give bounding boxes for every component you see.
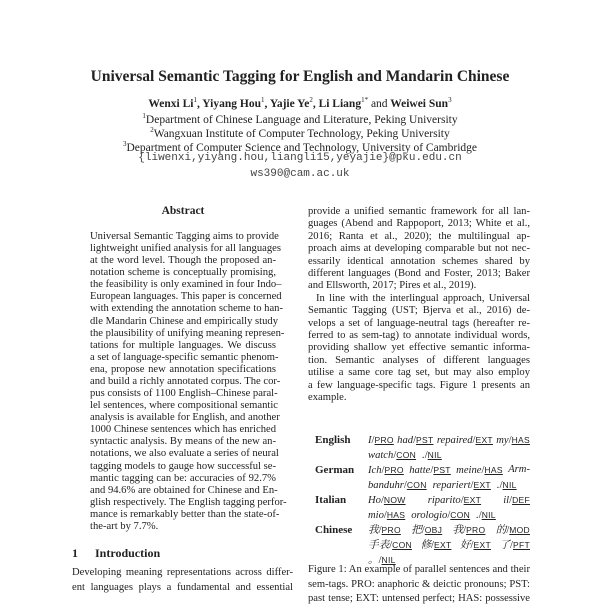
sem-tag: PRO bbox=[384, 465, 404, 475]
tagged-token: 我/PRO bbox=[368, 525, 401, 536]
text-line: the-art by 7.7%. bbox=[90, 520, 159, 532]
tagged-token: riparito/EXT bbox=[427, 495, 482, 506]
text-line: a set of language-specific semantic phenom- bbox=[90, 351, 279, 363]
text-line: with extending the annotation scheme to han- bbox=[90, 303, 283, 315]
tagged-token: orologio/CON bbox=[411, 510, 471, 521]
figure-token-line bbox=[368, 478, 530, 493]
sem-tag: PST bbox=[416, 435, 434, 445]
text-line: and 94.6% are obtained for Chinese and En- bbox=[90, 484, 278, 496]
sem-tag: EXT bbox=[463, 495, 482, 505]
token-word: il bbox=[503, 495, 510, 506]
author-list: Wenxi Li$^1$, Yiyang Hou$^1$, Yajie Ye$^2$, Li Liang$^{1*}$ and Weiwei Sun$^3$ bbox=[148, 96, 452, 110]
token-word: 。 bbox=[368, 555, 379, 566]
text-line: 1000 Chinese sentences which has enriched bbox=[90, 424, 276, 436]
text-line: In line with the interlingual approach, Universal bbox=[316, 292, 530, 304]
sem-tag: CON bbox=[392, 540, 412, 550]
text-line: mantic tagging can be: accuracies of 92.7% bbox=[90, 472, 276, 484]
intro-heading bbox=[72, 546, 160, 561]
token-word: . bbox=[422, 450, 425, 461]
sem-tag: CON bbox=[396, 450, 417, 460]
text-line: a few language-specific tags. Figure 1 presents an bbox=[308, 379, 530, 391]
sem-tag: EXT bbox=[434, 540, 452, 550]
text-line: lightweight unified analysis for all languages bbox=[90, 243, 281, 255]
text-line: sem-tags. PRO: anaphoric & deictic pronouns; PST: bbox=[308, 578, 530, 590]
author-affiliation-mark: 1* bbox=[361, 96, 369, 104]
token-word: 的 bbox=[495, 525, 507, 536]
author-name: Yiyang Hou bbox=[202, 97, 261, 110]
sem-tag: NIL bbox=[481, 510, 496, 520]
text-line: utilise a same core tag set, but may also employ bbox=[308, 367, 530, 379]
token-word: Ich bbox=[368, 465, 382, 476]
text-line: European languages. This paper is concerned bbox=[90, 291, 282, 303]
token-word: Ho bbox=[368, 495, 381, 506]
sem-tag: PRO bbox=[374, 435, 394, 445]
text-line: pus consists of 1100 English–Chinese paral- bbox=[90, 388, 278, 400]
figure-token-line bbox=[368, 463, 530, 478]
affiliation-text: Department of Chinese Language and Literature, Peking University bbox=[145, 113, 458, 126]
text-line: at the word level. Though the proposed an- bbox=[90, 255, 276, 267]
text-line: provide a unified semantic framework for all lan- bbox=[308, 206, 530, 217]
text-line: Semantic Tagging (UST; Bjerva et al., 2016) de- bbox=[308, 305, 530, 317]
tagged-token: repariert/EXT bbox=[432, 480, 491, 491]
text-line: and Ellsworth, 2017; Pires et al., 2019). bbox=[308, 280, 477, 292]
token-word: orologio bbox=[411, 510, 448, 521]
affiliation bbox=[0, 112, 600, 126]
sem-tag: CON bbox=[406, 480, 427, 490]
tagged-token: ./NIL bbox=[496, 480, 517, 491]
email-cam: ws390@cam.ac.uk bbox=[250, 168, 350, 180]
text-line: Universal Semantic Tagging aims to provide bbox=[90, 231, 279, 242]
figure-language-label: English bbox=[315, 434, 351, 446]
text-line: analysis is available for English, and another bbox=[90, 412, 280, 424]
email-pku: {liwenxi,yiyang.hou,liangli15,yeyajie}@pku.edu.cn bbox=[138, 152, 462, 164]
sem-tag: PST bbox=[433, 465, 451, 475]
affiliation-mark: 3 bbox=[123, 140, 127, 148]
token-word: 把 bbox=[411, 525, 422, 536]
text-line: different languages (Bond and Foster, 2013; Baker bbox=[308, 268, 530, 279]
author-name: Wenxi Li bbox=[148, 97, 194, 110]
figure-language-label: Chinese bbox=[315, 524, 353, 536]
author-affiliation-mark: 1 bbox=[260, 96, 265, 104]
text-line: and build a richly annotated corpus. The cor- bbox=[90, 375, 281, 387]
sem-tag: PRO bbox=[381, 525, 401, 535]
tagged-token: 我/PRO bbox=[452, 525, 486, 536]
figure-language-label: German bbox=[315, 464, 355, 476]
figure-token-line bbox=[368, 433, 530, 448]
token-word: 我 bbox=[368, 525, 379, 536]
text-line: notations, we also evaluate a series of neural bbox=[90, 448, 279, 460]
text-line: proach aims at developing comparable but not nec- bbox=[308, 243, 530, 255]
sem-tag: OBJ bbox=[424, 525, 443, 535]
tagged-token: watch/CON bbox=[368, 450, 417, 461]
text-line: notation scheme is conceptually promising, bbox=[90, 267, 276, 279]
sem-tag: NIL bbox=[427, 450, 442, 460]
tagged-token: 把/OBJ bbox=[411, 525, 443, 536]
sem-tag: HAS bbox=[484, 465, 503, 475]
text-line: essarily identical annotation schemes shared by bbox=[308, 255, 530, 267]
tagged-token: my/HAS bbox=[496, 435, 530, 446]
token-word: repaired bbox=[436, 435, 473, 446]
text-line: ferred to as sem-tag) to annotate individual words, bbox=[308, 330, 530, 341]
token-word: I bbox=[368, 435, 372, 446]
abstract-heading: Abstract bbox=[161, 205, 205, 217]
figure-token-line bbox=[368, 538, 530, 553]
tagged-token: 。/NIL bbox=[368, 555, 396, 566]
token-word: banduhr bbox=[368, 480, 404, 491]
text-line: syntactic analysis. By means of the new an- bbox=[90, 436, 276, 448]
token-word: meine bbox=[456, 465, 482, 476]
tagged-token: ./NIL bbox=[422, 450, 442, 461]
sem-tag: EXT bbox=[475, 435, 493, 445]
affiliation bbox=[0, 126, 600, 140]
text-line: example. bbox=[308, 392, 347, 403]
token-word: had bbox=[397, 435, 414, 446]
and-word: and bbox=[370, 97, 388, 110]
sem-tag: HAS bbox=[511, 435, 530, 445]
token-word: 了 bbox=[499, 540, 511, 551]
sem-tag: HAS bbox=[386, 510, 406, 520]
token-word: repariert bbox=[432, 480, 471, 491]
text-line: ent languages plays a fundamental and essential bbox=[72, 582, 293, 593]
tagged-token: meine/HAS bbox=[456, 465, 503, 476]
text-line: mance is remarkably better than the state-of- bbox=[90, 508, 280, 520]
affiliation-mark: 1 bbox=[142, 112, 146, 120]
text-line: velops a set of language-neutral tags (hereafter re- bbox=[308, 317, 530, 329]
text-line: dle Mandarin Chinese and empirically study bbox=[90, 315, 278, 327]
token-word: watch bbox=[368, 450, 394, 461]
tagged-token: had/PST bbox=[397, 435, 434, 446]
author-name: Yajie Ye bbox=[269, 97, 310, 110]
text-line: tations for multiple languages. We discuss bbox=[90, 339, 276, 351]
sem-tag: MOD bbox=[509, 525, 530, 535]
tagged-token bbox=[508, 463, 530, 478]
text-line: the plausibility of unifying meaning represen- bbox=[90, 327, 285, 339]
token-word: mio bbox=[368, 510, 384, 521]
text-line: ena, propose new annotation specifications bbox=[90, 363, 276, 375]
text-line: Figure 1: An example of parallel sentences and their bbox=[308, 564, 530, 575]
text-line: past tense; EXT: untensed perfect; HAS: possessive bbox=[308, 593, 530, 604]
text-line: guages (Abend and Rappoport, 2013; White et al., bbox=[308, 218, 530, 230]
affiliation-text: Department of Computer Science and Technology, University of Cambridge bbox=[126, 141, 477, 154]
text-line: the feasibility is only examined in four Indo– bbox=[90, 279, 282, 291]
tagged-token: 了/PFT bbox=[499, 540, 530, 551]
sem-tag: NIL bbox=[502, 480, 517, 490]
tagged-token: 修/EXT bbox=[420, 540, 452, 551]
tagged-token: Ich/PRO bbox=[368, 465, 404, 476]
sem-tag: EXT bbox=[473, 480, 491, 490]
token-word: . bbox=[496, 480, 500, 491]
token-word: riparito bbox=[427, 495, 461, 506]
author-name: Weiwei Sun bbox=[390, 97, 449, 110]
text-line: tagging models to gauge how successful se- bbox=[90, 460, 276, 472]
tagged-token: 的/MOD bbox=[495, 525, 530, 536]
author-affiliation-mark: 2 bbox=[309, 96, 313, 104]
tagged-token: 手表/CON bbox=[368, 540, 412, 551]
text-line: providing shallow yet effective semantic informa- bbox=[308, 342, 530, 354]
token-word: . bbox=[476, 510, 479, 521]
section-title: Introduction bbox=[95, 546, 161, 560]
text-line: lel sentences, where compositional semantic bbox=[90, 400, 278, 412]
figure-token-line bbox=[368, 448, 530, 463]
token-word: hatte bbox=[409, 465, 431, 476]
text-line: tion. Semantic analyses of different languages bbox=[308, 354, 530, 366]
text-line: glish respectively. The English tagging perfor- bbox=[90, 496, 287, 508]
affiliation-text: Wangxuan Institute of Computer Technology, Peking University bbox=[153, 127, 450, 140]
figure-language-label: Italian bbox=[315, 494, 347, 506]
sem-tag: CON bbox=[450, 510, 471, 520]
token-word: my bbox=[496, 435, 509, 446]
text-line: 2016; Ranta et al., 2020); the multilingual ap- bbox=[308, 230, 530, 242]
token-word: 我 bbox=[452, 525, 464, 536]
sem-tag: DEF bbox=[512, 495, 530, 505]
author-affiliation-mark: 3 bbox=[448, 96, 452, 104]
token-word: 手表 bbox=[368, 540, 390, 551]
tagged-token: banduhr/CON bbox=[368, 480, 427, 491]
sem-tag: PFT bbox=[513, 540, 530, 550]
section-number: 1 bbox=[72, 546, 78, 560]
token-word: 好 bbox=[459, 540, 471, 551]
figure-token-line bbox=[368, 508, 530, 523]
author-name: Li Liang bbox=[318, 97, 362, 110]
author-affiliation-mark: 1 bbox=[193, 96, 197, 104]
tagged-token: 好/EXT bbox=[459, 540, 491, 551]
tagged-token: il/DEF bbox=[503, 495, 530, 506]
tagged-token: Ho/NOW bbox=[368, 495, 406, 506]
figure-token-line bbox=[368, 493, 530, 508]
tagged-token: hatte/PST bbox=[409, 465, 451, 476]
tagged-token: repaired/EXT bbox=[436, 435, 493, 446]
token-word: Arm- bbox=[508, 464, 530, 475]
sem-tag: NIL bbox=[381, 555, 396, 565]
tagged-token: ./NIL bbox=[476, 510, 496, 521]
figure-token-line bbox=[368, 523, 530, 538]
sem-tag: PRO bbox=[466, 525, 486, 535]
affiliation-mark: 2 bbox=[150, 126, 154, 134]
paper-title: Universal Semantic Tagging for English and Mandarin Chinese bbox=[90, 68, 510, 85]
sem-tag: EXT bbox=[473, 540, 491, 550]
tagged-token: I/PRO bbox=[368, 435, 394, 446]
sem-tag: NOW bbox=[383, 495, 406, 505]
text-line: Developing meaning representations across differ- bbox=[72, 567, 293, 578]
tagged-token: mio/HAS bbox=[368, 510, 406, 521]
token-word: 修 bbox=[420, 540, 432, 551]
